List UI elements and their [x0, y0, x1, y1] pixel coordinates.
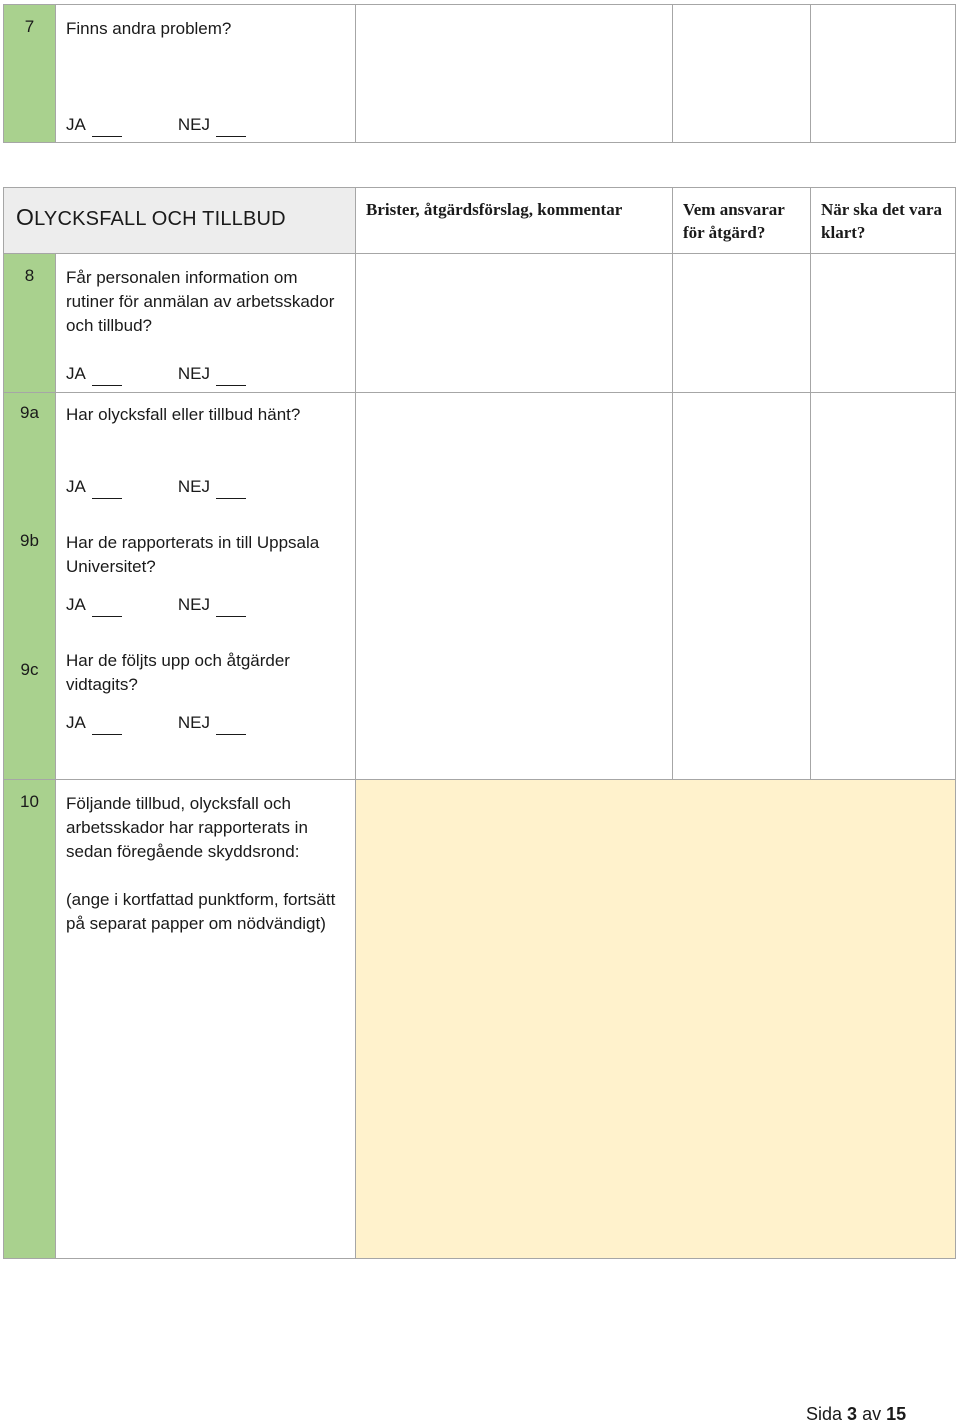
page-total: 15	[886, 1404, 907, 1424]
yes-blank[interactable]	[92, 481, 122, 499]
no-label: NEJ	[177, 477, 210, 496]
yes-label: JA	[66, 713, 86, 732]
question-number: 9c	[20, 660, 39, 679]
section-title: OLYCKSFALL OCH TILLBUD	[16, 204, 286, 230]
comments-cell[interactable]	[356, 393, 673, 780]
question-text: Har de rapporterats in till Uppsala Universitet?	[66, 533, 320, 576]
page-footer	[806, 1404, 906, 1425]
no-label: NEJ	[177, 595, 210, 614]
question-text: Har de följts upp och åtgärder vidtagits?	[66, 651, 290, 694]
reported-incidents-field[interactable]	[356, 780, 956, 1259]
no-blank[interactable]	[216, 481, 246, 499]
responsible-cell[interactable]	[673, 5, 811, 143]
header-responsible: Vem ansvarar för åtgärd?	[673, 188, 811, 254]
no-label: NEJ	[177, 364, 210, 383]
yes-label: JA	[66, 477, 86, 496]
question-number: 10	[4, 780, 56, 1259]
yes-no-choice	[66, 711, 345, 735]
page-label: Sida	[806, 1404, 843, 1424]
yes-no-choice	[66, 593, 345, 617]
yes-blank[interactable]	[92, 717, 122, 735]
yes-blank[interactable]	[92, 599, 122, 617]
comments-cell[interactable]	[356, 5, 673, 143]
question-text: Får personalen information om rutiner för anmälan av arbetsskador och tillbud?	[66, 268, 335, 335]
question-number: 9a	[20, 403, 39, 422]
question-text: Har olycksfall eller tillbud hänt?	[66, 405, 301, 424]
yes-no-choice	[66, 475, 345, 499]
yes-no-choice	[66, 113, 345, 137]
comments-cell[interactable]	[356, 254, 673, 393]
no-label: NEJ	[177, 713, 210, 732]
question-cell	[56, 5, 356, 143]
question-cell	[56, 393, 356, 780]
no-label: NEJ	[177, 115, 210, 134]
question-text: Finns andra problem?	[66, 19, 232, 38]
question-number: 8	[4, 254, 56, 393]
no-blank[interactable]	[216, 119, 246, 137]
page-number: 3	[847, 1404, 858, 1424]
header-comments: Brister, åtgärdsförslag, kommentar	[356, 188, 673, 254]
no-blank[interactable]	[216, 599, 246, 617]
accidents-table	[3, 187, 956, 1259]
question-number: 9b	[20, 531, 39, 550]
question-note: (ange i kortfattad punktform, fortsätt på separat papper om nödvändigt)	[66, 890, 336, 933]
yes-blank[interactable]	[92, 119, 122, 137]
yes-label: JA	[66, 364, 86, 383]
page-of-label: av	[862, 1404, 882, 1424]
question-numbers-9	[4, 393, 56, 780]
question-7-table	[3, 4, 956, 143]
deadline-cell[interactable]	[811, 393, 956, 780]
responsible-cell[interactable]	[673, 393, 811, 780]
deadline-cell[interactable]	[811, 5, 956, 143]
deadline-cell[interactable]	[811, 254, 956, 393]
question-text: Följande tillbud, olycksfall och arbetsskador har rapporterats in sedan föregående skyddsrond:	[66, 794, 308, 861]
question-number: 7	[4, 5, 56, 143]
no-blank[interactable]	[216, 368, 246, 386]
yes-label: JA	[66, 115, 86, 134]
yes-label: JA	[66, 595, 86, 614]
responsible-cell[interactable]	[673, 254, 811, 393]
yes-blank[interactable]	[92, 368, 122, 386]
question-cell	[56, 254, 356, 393]
header-deadline: När ska det vara klart?	[811, 188, 956, 254]
yes-no-choice	[66, 362, 345, 386]
question-cell	[56, 780, 356, 1259]
no-blank[interactable]	[216, 717, 246, 735]
section-title-cell	[4, 188, 356, 254]
